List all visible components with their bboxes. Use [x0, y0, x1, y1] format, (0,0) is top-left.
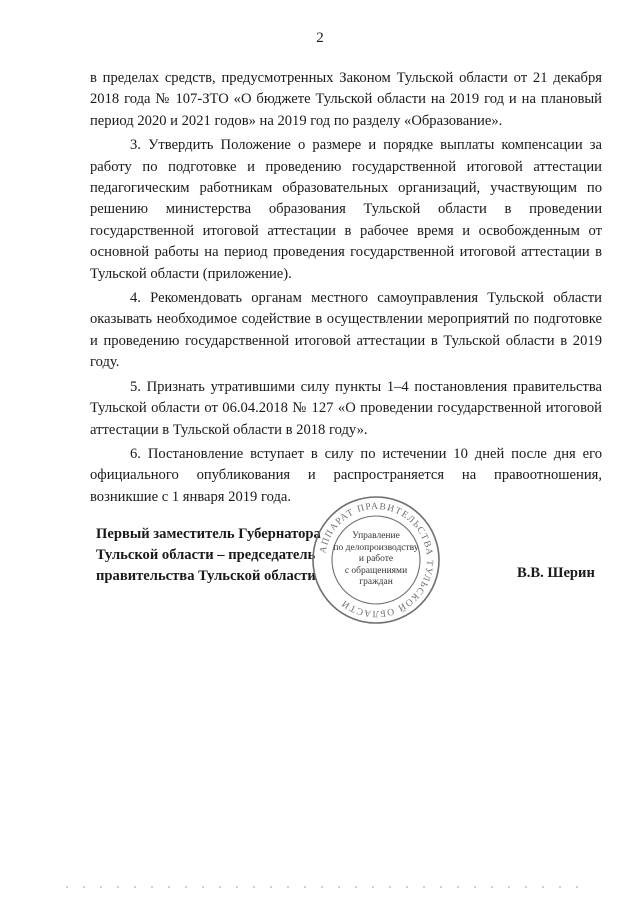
stamp-inner-text: Управление по делопроизводству и работе с обращениями граждан [333, 531, 419, 587]
paragraph-item-6: 6. Постановление вступает в силу по истечении 10 дней после дня его официального опубликования и распространяется на правоотношения, возникшие с 1 января 2019 года. [90, 445, 602, 505]
paragraph-item-3: 3. Утвердить Положение о размере и порядке выплаты компенсации за работу по подготовке и проведению государственной итоговой аттестации педагогическим работникам образовательных организаций, участвующим по решению министерства образования Тульской области в проведении государственной итоговой аттестации в рабочее время и освобожденным от основной работы на период проведения государственной итоговой аттестации в Тульской области (приложение). [90, 137, 602, 282]
page-number: 2 [316, 30, 324, 46]
paragraph-continuation: в пределах средств, предусмотренных Законом Тульской области от 21 декабря 2018 года № 107-ЗТО «О бюджете Тульской области на 2019 год и на плановый период 2020 и 2021 годов» на 2019 год по разделу «Образование». [90, 70, 602, 129]
signer-name: В.В. Шерин [517, 565, 595, 581]
scan-artifact-line [66, 886, 586, 888]
stamp-ring-text: АППАРАТ ПРАВИТЕЛЬСТВА ТУЛЬСКОЙ ОБЛАСТИ [318, 501, 435, 619]
signatory-title-line: правительства Тульской области [96, 568, 316, 584]
signatory-title-line: Первый заместитель Губернатора [96, 526, 321, 542]
signatory-title [96, 524, 321, 587]
paragraph-item-5: 5. Признать утратившими силу пункты 1–4 постановления правительства Тульской области от 06.04.2018 № 127 «О проведении государственной итоговой аттестации в Тульской области в 2018 году». [90, 378, 602, 438]
official-stamp [310, 494, 442, 626]
signatory-title-line: Тульской области – председатель [96, 547, 316, 563]
document-body [90, 68, 602, 511]
paragraph-item-4: 4. Рекомендовать органам местного самоуправления Тульской области оказывать необходимое содействие в осуществлении мероприятий по подготовке и проведению государственной итоговой аттестации в Тульской области в 2019 году. [90, 290, 602, 371]
